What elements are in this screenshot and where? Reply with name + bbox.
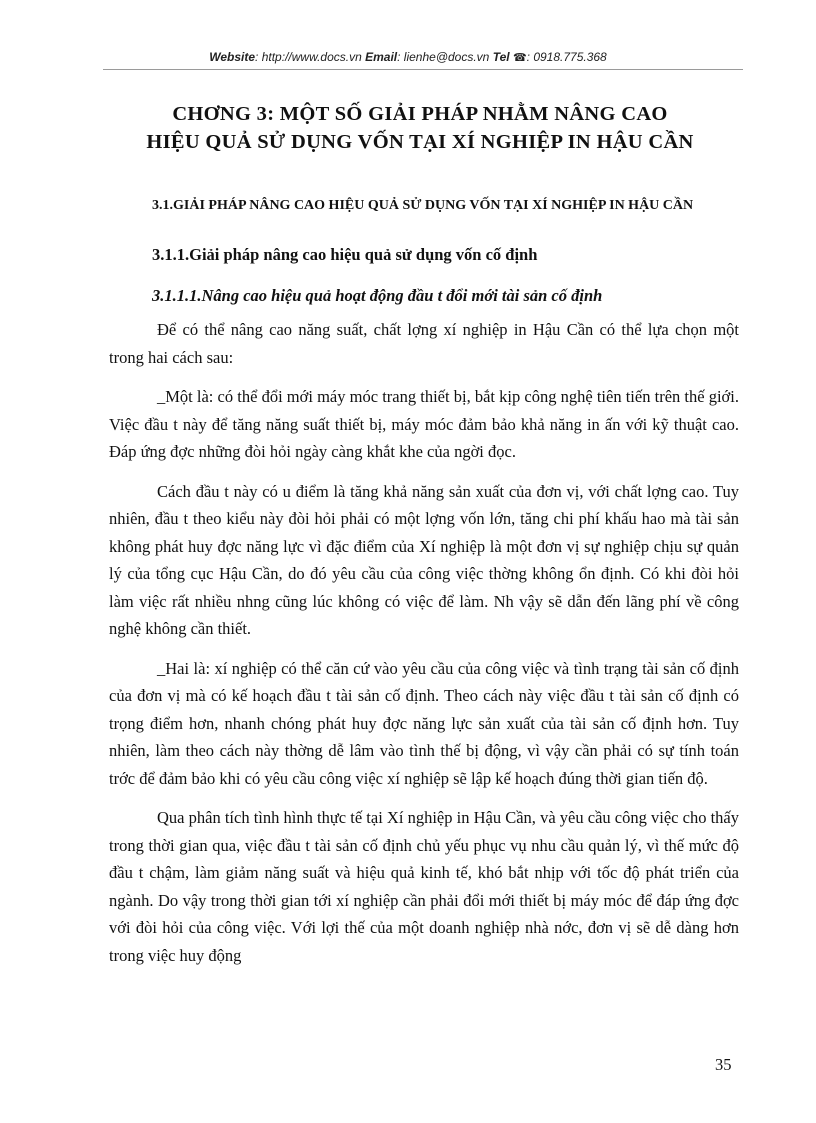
header-divider <box>103 69 743 70</box>
page-header <box>0 50 816 64</box>
website-label: Website <box>209 50 256 64</box>
tel-value: : 0918.775.368 <box>526 50 607 64</box>
chapter-title-line2: HIỆU QUẢ SỬ DỤNG VỐN TẠI XÍ NGHIỆP IN HẬU CẦN <box>146 131 694 153</box>
subsubsection-heading: 3.1.1.1.Nâng cao hiệu quả hoạt động đầu t đổi mới tài sản cố định <box>152 286 603 305</box>
subsection-heading: 3.1.1.Giải pháp nâng cao hiệu quả sử dụng vốn cố định <box>152 245 538 264</box>
phone-icon: ☎ <box>512 52 527 64</box>
paragraph-5: Qua phân tích tình hình thực tế tại Xí nghiệp in Hậu Cần, và yêu cầu công việc cho thấy trong thời gian qua, việc đầu t tài sản cố định chủ yếu phục vụ nhu cầu quản lý, vì thế mức độ đầu t chậm, làm giảm năng suất và hiệu quả kinh tế, khó bắt nhịp với tốc độ phát triển của ngành. Do vậy trong thời gian tới xí nghiệp cần phải đổi mới thiết bị máy móc để đáp ứng đợc với đòi hỏi của công việc. Với lợi thế của một doanh nghiệp nhà nớc, đơn vị sẽ dễ dàng hơn trong việc huy động <box>109 808 739 965</box>
email-label: Email <box>365 50 398 64</box>
chapter-title-line1: CHƠNG 3: MỘT SỐ GIẢI PHÁP NHẰM NÂNG CAO <box>172 103 668 125</box>
paragraph-2: _Một là: có thể đổi mới máy móc trang thiết bị, bắt kịp công nghệ tiên tiến trên thế giới. Việc đầu t này để tăng năng suất thiết bị, máy móc đảm bảo khả năng in ấn với kỹ thuật cao. Đáp ứng đợc những đòi hỏi ngày càng khắt khe của ngời đọc. <box>109 387 739 461</box>
chapter-title <box>110 100 730 156</box>
paragraph-1: Để có thể nâng cao năng suất, chất lợng xí nghiệp in Hậu Cần có thể lựa chọn một trong hai cách sau: <box>109 320 739 367</box>
section-heading: 3.1.GIẢI PHÁP NÂNG CAO HIỆU QUẢ SỬ DỤNG VỐN TẠI XÍ NGHIỆP IN HẬU CẦN <box>152 198 694 213</box>
page-number: 35 <box>715 1055 732 1074</box>
website-value: : http://www.docs.vn <box>255 50 362 64</box>
paragraph-4: _Hai là: xí nghiệp có thể căn cứ vào yêu cầu của công việc và tình trạng tài sản cố định của đơn vị mà có kế hoạch đầu t tài sản cố định. Theo cách này việc đầu t tài sản cố định có trọng điểm hơn, nhanh chóng phát huy đợc năng lực sản xuất của tài sản cố định hơn. Tuy nhiên, làm theo cách này thờng dễ lâm vào tình thế bị động, vì vậy cần phải có sự tính toán trớc để đảm bảo khi có yêu cầu công việc xí nghiệp sẽ lập kế hoạch đúng thời gian tiến độ. <box>109 658 739 788</box>
tel-label: Tel <box>492 50 510 64</box>
paragraph-3: Cách đầu t này có u điểm là tăng khả năng sản xuất của đơn vị, với chất lợng cao. Tuy nhiên, đầu t theo kiểu này đòi hỏi phải có một lợng vốn lớn, tăng chi phí khấu hao mà tài sản không phát huy đợc năng lực vì đặc điểm của Xí nghiệp là một đơn vị sự nghiệp chịu sự quản lý của tổng cục Hậu Cần, do đó yêu cầu của công việc thờng không ổn định. Có khi đòi hỏi làm việc rất nhiều nhng cũng lúc không có việc để làm. Nh vậy sẽ dẫn đến lãng phí về công nghệ không cần thiết. <box>109 481 739 638</box>
body-text <box>109 316 739 981</box>
email-value: : lienhe@docs.vn <box>397 50 490 64</box>
